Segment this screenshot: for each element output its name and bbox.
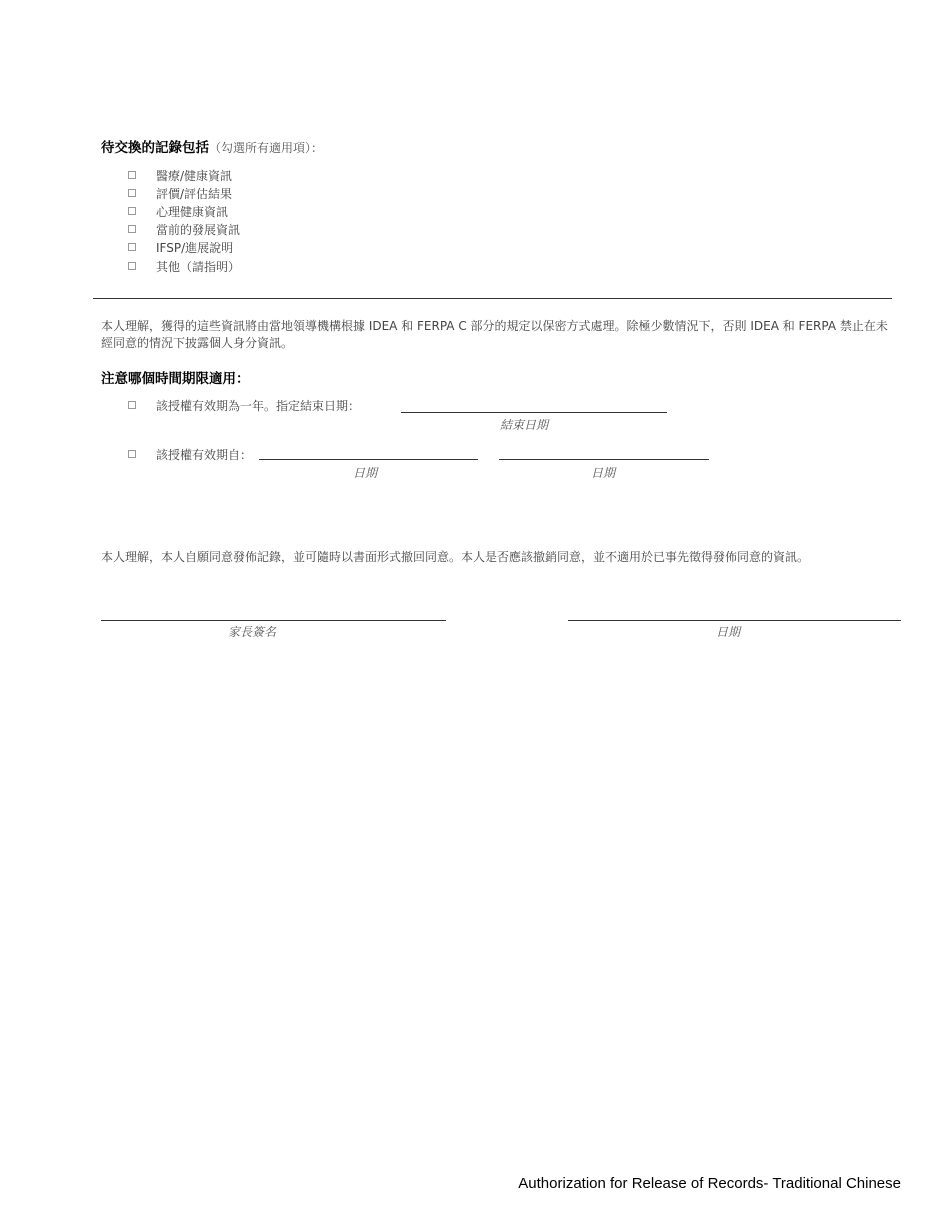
checklist-item-label: 當前的發展資訊 xyxy=(156,223,241,237)
start-date-caption: 日期 xyxy=(352,466,377,480)
checkbox[interactable] xyxy=(128,207,136,215)
end-date-caption: 結束日期 xyxy=(499,418,548,432)
footer-title: Authorization for Release of Records- Traditional Chinese xyxy=(518,1175,901,1192)
option-one-year-label: 該授權有效期為一年。指定結束日期： xyxy=(156,399,361,413)
checkbox[interactable] xyxy=(128,171,136,179)
end-date-field[interactable] xyxy=(401,412,667,413)
consent-paragraph: 本人理解，本人自願同意發佈記錄，並可隨時以書面形式撤回同意。本人是否應該撤銷同意，並不適用於已事先徵得發佈同意的資訊。 xyxy=(101,550,810,564)
range-end-date-field[interactable] xyxy=(499,459,709,460)
start-date-field[interactable] xyxy=(259,459,478,460)
checklist-item-label: 評價/評估結果 xyxy=(156,187,233,201)
checklist-item-label: 心理健康資訊 xyxy=(156,205,229,219)
checklist-item-label: 其他（請指明） xyxy=(156,260,241,274)
confidentiality-paragraph: 本人理解，獲得的這些資訊將由當地領導機構根據 IDEA 和 FERPA C 部分的規定以保密方式處理。除極少數情況下，否則 IDEA 和 FERPA 禁止在未經同意的情況下披露個人身分資訊。 xyxy=(101,319,888,350)
checklist-item-label: IFSP/進展說明 xyxy=(156,241,234,255)
checkbox[interactable] xyxy=(128,225,136,233)
checkbox[interactable] xyxy=(128,450,136,458)
checkbox[interactable] xyxy=(128,243,136,251)
signature-date-field[interactable] xyxy=(568,620,901,621)
records-heading-note: （勾選所有適用項）： xyxy=(209,141,324,155)
range-end-date-caption: 日期 xyxy=(590,466,615,480)
checkbox[interactable] xyxy=(128,262,136,270)
time-period-heading: 注意哪個時間期限適用： xyxy=(101,371,250,387)
parent-signature-caption: 家長簽名 xyxy=(227,625,276,639)
signature-date-caption: 日期 xyxy=(715,625,740,639)
records-heading xyxy=(101,136,323,156)
checklist-item-label: 醫療/健康資訊 xyxy=(156,169,233,183)
checkbox[interactable] xyxy=(128,189,136,197)
checkbox[interactable] xyxy=(128,401,136,409)
section-divider xyxy=(93,298,892,299)
parent-signature-field[interactable] xyxy=(101,620,446,621)
records-heading-title: 待交換的記錄包括 xyxy=(101,140,209,156)
option-date-range-label: 該授權有效期自： xyxy=(156,448,253,462)
